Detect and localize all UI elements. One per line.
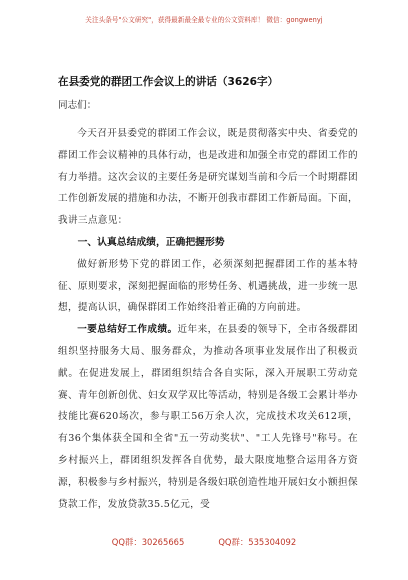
subsection-1-body: 近年来，在县委的领导下，全市各级群团组织坚持服务大局、服务群众，为推动各项事业发展作出了积极贡献。在促进发展上，群团组织结合各自实际，深入开展职工劳动竞赛、青年创新创优、妇女双学双比等活动，特别是各级工会累计举办技能比赛620场次，参与职工56万余人次，完成技术攻关612项，有36个集体获全国和全省"五一劳动奖状"、"工人先锋号"称号。在乡村振兴上，群团组织发挥各自优势，最大限度地整合运用各方资源，积极参与乡村振兴，特别是各级妇联创造性地开展妇女小额担保贷款工作，发放贷款35.5亿元，受 [58, 324, 358, 510]
section-1-paragraph: 做好新形势下党的群团工作，必须深刻把握群团工作的基本特征、原则要求，深刻把握面临的形势任务、机遇挑战，进一步统一思想，提高认识，确保群团工作始终沿着正确的方向前进。 [58, 258, 358, 314]
qq-group-1: QQ群：30265665 [111, 537, 185, 547]
subsection-1-paragraph [58, 319, 358, 515]
intro-paragraph: 今天召开县委党的群团工作会议，既是贯彻落实中央、省委党的群团工作会议精神的具体行动，也是改进和加强全市党的群团工作的有力举措。这次会议的主要任务是研究谋划当前和今后一个时期群团工作创新发展的措施和办法，不断开创我市群团工作新局面。下面，我讲三点意见： [58, 128, 358, 227]
qq-group-2: QQ群：535304092 [218, 537, 297, 547]
subsection-1-lead: 一要总结好工作成绩。 [77, 324, 178, 336]
promo-header: 关注头条号"公文研究"，获得最新最全最专业的公文资料库！ 微信：gongwenyj [85, 16, 323, 24]
document-title: 在县委党的群团工作会议上的讲话（3626字） [58, 76, 279, 88]
section-heading-1: 一、认真总结成绩，正确把握形势 [77, 236, 225, 248]
document-body [58, 75, 358, 515]
greeting: 同志们： [58, 100, 97, 111]
contact-footer [0, 536, 408, 548]
